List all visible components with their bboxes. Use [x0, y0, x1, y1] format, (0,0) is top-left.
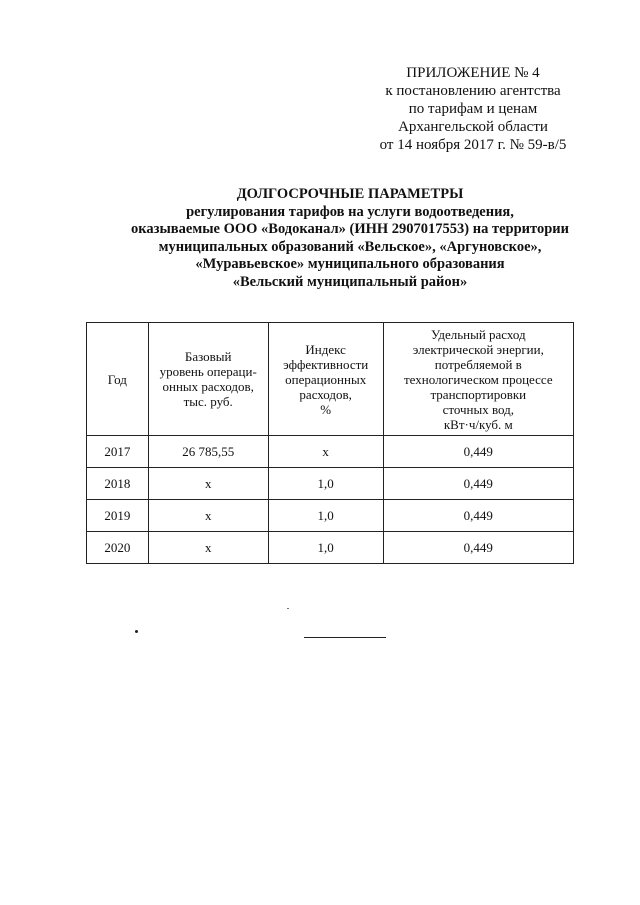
cell-efficiency-index: 1,0	[268, 500, 383, 532]
cell-base-level: x	[148, 500, 268, 532]
appendix-line: по тарифам и ценам	[408, 101, 538, 117]
header-text: Удельный расход	[430, 326, 526, 342]
table-row	[87, 500, 574, 532]
cell-year: 2018	[87, 468, 149, 500]
header-year	[87, 323, 149, 436]
cell-efficiency-index: 1,0	[268, 532, 383, 564]
title-line: муниципальных образований «Вельское», «Аргуновское»,	[158, 238, 542, 255]
appendix-title: ПРИЛОЖЕНИЕ № 4	[406, 65, 540, 81]
table-header-row	[87, 323, 574, 436]
appendix-line: Архангельской области	[398, 119, 548, 135]
cell-year: 2020	[87, 532, 149, 564]
table-row	[87, 436, 574, 468]
header-text: уровень операци-	[159, 364, 257, 379]
title-line: оказываемые ООО «Водоканал» (ИНН 2907017553) на территории	[131, 221, 569, 237]
cell-base-level: x	[148, 532, 268, 564]
document-title	[70, 186, 630, 291]
header-text: Индекс	[305, 341, 346, 357]
scan-dot	[135, 630, 138, 633]
closing-line	[304, 637, 386, 638]
appendix-line: к постановлению агентства	[385, 83, 561, 99]
appendix-reference	[358, 64, 588, 154]
header-text: электрической энергии,	[412, 341, 544, 357]
header-text: потребляемой в	[434, 356, 522, 372]
header-text: Год	[107, 371, 127, 387]
header-text: тыс. руб.	[183, 394, 233, 409]
appendix-date-number: от 14 ноября 2017 г. № 59-в/5	[379, 137, 567, 153]
scan-speck	[287, 608, 289, 609]
title-line: регулирования тарифов на услуги водоотведения,	[186, 203, 514, 220]
cell-base-level: x	[148, 468, 268, 500]
header-text: сточных вод,	[442, 401, 515, 417]
cell-efficiency-index: 1,0	[268, 468, 383, 500]
header-text: кВт·ч/куб. м	[443, 416, 513, 432]
header-text: онных расходов,	[162, 379, 254, 394]
cell-energy-consumption: 0,449	[383, 500, 573, 532]
header-base-level	[148, 323, 268, 436]
header-text: операционных	[285, 371, 367, 387]
header-text: Базовый	[184, 349, 232, 364]
header-text: %	[320, 401, 332, 417]
cell-efficiency-index: x	[268, 436, 383, 468]
header-text: эффективности	[283, 356, 369, 372]
title-line: «Муравьевское» муниципального образования	[195, 256, 505, 272]
cell-base-level: 26 785,55	[148, 436, 268, 468]
header-energy-consumption	[383, 323, 573, 436]
header-text: расходов,	[299, 386, 352, 402]
cell-year: 2017	[87, 436, 149, 468]
header-text: транспортировки	[430, 386, 527, 402]
cell-year: 2019	[87, 500, 149, 532]
parameters-table	[86, 322, 574, 564]
header-efficiency-index	[268, 323, 383, 436]
table-row	[87, 468, 574, 500]
title-line: ДОЛГОСРОЧНЫЕ ПАРАМЕТРЫ	[236, 186, 464, 202]
cell-energy-consumption: 0,449	[383, 436, 573, 468]
cell-energy-consumption: 0,449	[383, 532, 573, 564]
cell-energy-consumption: 0,449	[383, 468, 573, 500]
header-text: технологическом процессе	[404, 371, 553, 387]
title-line: «Вельский муниципальный район»	[232, 273, 468, 290]
table-row	[87, 532, 574, 564]
